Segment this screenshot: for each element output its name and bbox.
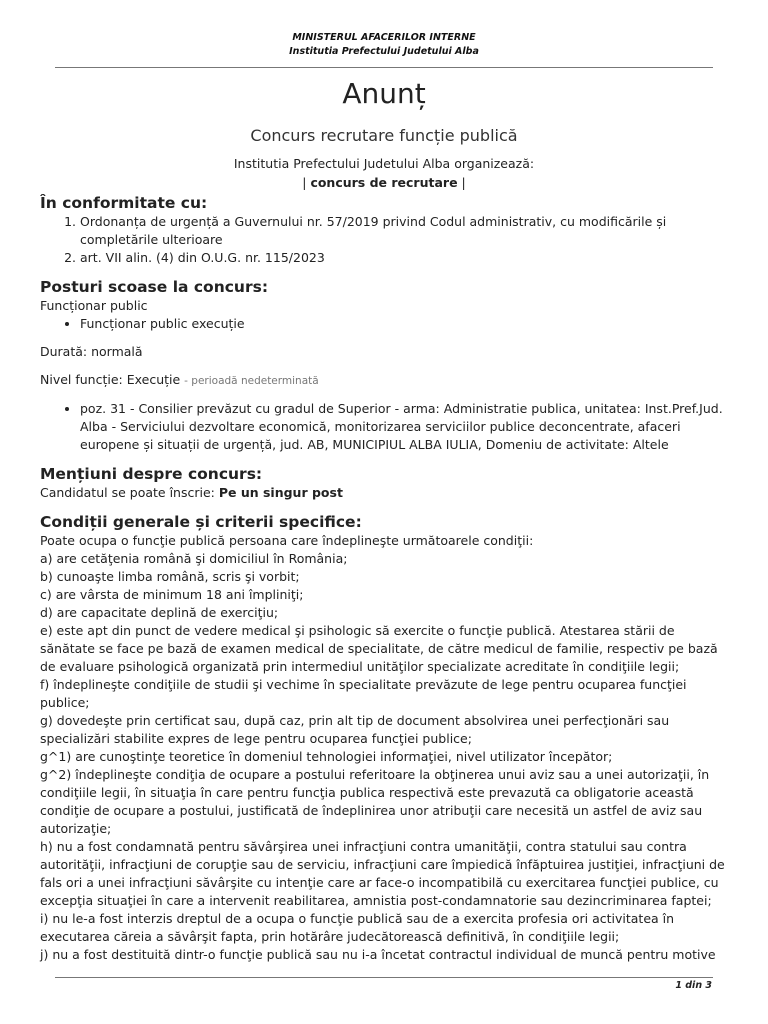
post-subcategory-list <box>40 315 730 333</box>
ministry-name: MINISTERUL AFACERILOR INTERNE <box>292 32 476 43</box>
page-counter: 1 din 3 <box>675 980 712 991</box>
concurs-type <box>0 175 768 190</box>
page-subtitle: Concurs recrutare funcție publică <box>250 126 518 145</box>
announcement-body <box>40 193 730 964</box>
condition-line: g) dovedeşte prin certificat sau, după caz, prin alt tip de document absolvirea unei perfecţionări sau specializări stabilite expres de lege pentru ocuparea funcţiei publice; <box>40 713 670 746</box>
mentions-heading: Mențiuni despre concurs: <box>40 465 263 483</box>
concurs-type-label: concurs de recrutare <box>310 175 458 190</box>
condition-line: a) are cetăţenia română şi domiciliul în România; <box>40 551 348 566</box>
post-level-label: Nivel funcție: Execuție <box>40 372 181 387</box>
position-item: • poz. 31 - Consilier prevăzut cu gradul de Superior - arma: Administratie publica, unitatea: Inst.Pref.Jud. Alba - Serviciului dezvoltare economică, monitorizarea serviciilor publice deconcentrate, afaceri europene și situații de urgență, jud. AB, MUNICIPIUL ALBA IULIA, Domeniu de activitate: Altele <box>80 400 730 454</box>
condition-line: i) nu le-a fost interzis dreptul de a ocupa o funcţie publică sau de a exercita profesia ori activitatea în executarea căreia a săvârşit fapta, prin hotărâre judecătorească definitivă, în condiţiile legii; <box>40 911 675 944</box>
condition-line: g^2) îndeplineşte condiţia de ocupare a postului referitoare la obţinerea unui aviz sau a unei autorizaţii, în condiţiile legii, în situaţia în care pentru funcţia publica respectivă este prevazută ca obligatorie această condiţie de ocupare a postului, justificată de îndeplinirea unor atribuţii care necesită un astfel de aviz sau autorizaţie; <box>40 767 710 836</box>
conditions-list <box>40 532 730 964</box>
condition-line: d) are capacitate deplină de exerciţiu; <box>40 605 279 620</box>
condition-line: c) are vârsta de minimum 18 ani împliniţi; <box>40 587 304 602</box>
conformity-item: 2. art. VII alin. (4) din O.U.G. nr. 115/2023 <box>80 249 730 267</box>
condition-line: h) nu a fost condamnată pentru săvârşirea unei infracţiuni contra umanităţii, contra statului sau contra autorităţii, infracţiuni de corupţie sau de serviciu, infracţiuni care împiedică înfăptuirea justiţiei, infracţiuni de fals ori a unei infracţiuni săvârşite cu intenţie care ar face-o incompatibilă cu exercitarea funcţiei publice, cu excepţia situaţiei în care a intervenit reabilitarea, amnistia post-condamnatorie sau dezincriminarea faptei; <box>40 839 725 908</box>
post-subcategory: • Funcționar public execuție <box>80 315 730 333</box>
conformity-heading: În conformitate cu: <box>40 194 208 212</box>
institution-name: Institutia Prefectului Judetului Alba <box>289 46 479 57</box>
post-level <box>40 371 730 390</box>
concurs-type-suffix: | <box>457 175 466 190</box>
condition-line: Poate ocupa o funcţie publică persoana care îndeplineşte următoarele condiţii: <box>40 533 534 548</box>
post-category: Funcționar public <box>40 298 148 313</box>
mentions-label: Candidatul se poate înscrie: <box>40 485 219 500</box>
conditions-heading: Condiții generale și criterii specifice: <box>40 513 362 531</box>
concurs-type-prefix: | <box>302 175 311 190</box>
condition-line: g^1) are cunoştinţe teoretice în domeniul tehnologiei informaţiei, nivel utilizator începător; <box>40 749 613 764</box>
conformity-item: 1. Ordonanța de urgență a Guvernului nr. 57/2019 privind Codul administrativ, cu modificările și completările ulterioare <box>80 213 730 249</box>
mentions-text <box>40 484 730 502</box>
positions-list <box>40 400 730 454</box>
condition-line: j) nu a fost destituită dintr-o funcţie publică sau nu i-a încetat contractul individual de muncă pentru motive <box>40 947 716 962</box>
footer-divider <box>55 977 713 978</box>
page-title: Anunț <box>342 77 426 110</box>
post-level-note: - perioadă nedeterminată <box>184 375 319 387</box>
condition-line: e) este apt din punct de vedere medical şi psihologic să exercite o funcţie publică. Atestarea stării de sănătate se face pe bază de examen medical de specialitate, de către medicul de familie, respectiv pe bază de evaluare psihologică organizată prin intermediul unităţilor specializate acreditate în condiţiile legii; <box>40 623 718 674</box>
header-divider <box>55 67 713 68</box>
condition-line: f) îndeplineşte condiţiile de studii şi vechime în specialitate prevăzute de lege pentru ocuparea funcţiei publice; <box>40 677 687 710</box>
conformity-list <box>40 213 730 267</box>
mentions-value: Pe un singur post <box>218 485 343 500</box>
condition-line: b) cunoaşte limba română, scris şi vorbit; <box>40 569 300 584</box>
post-duration: Durată: normală <box>40 344 143 359</box>
posts-heading: Posturi scoase la concurs: <box>40 278 269 296</box>
organizer-text: Institutia Prefectului Judetului Alba organizează: <box>233 156 535 171</box>
